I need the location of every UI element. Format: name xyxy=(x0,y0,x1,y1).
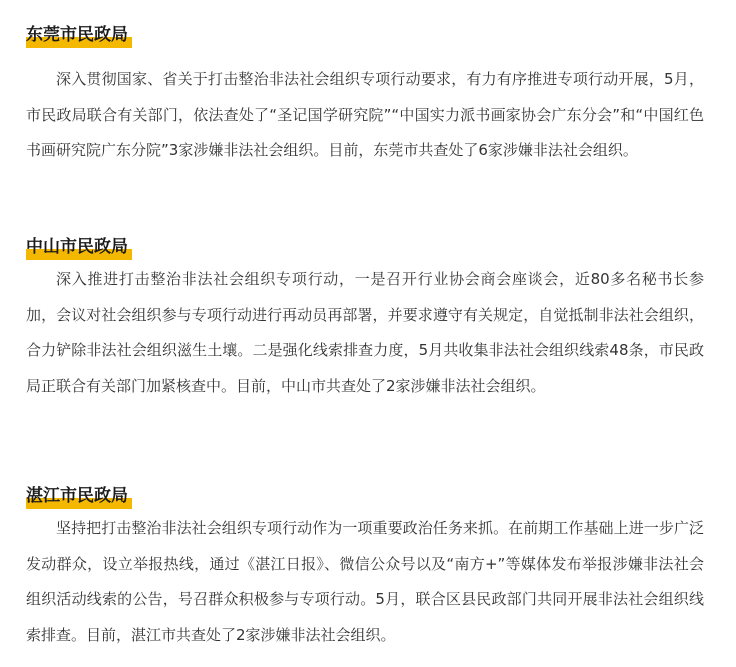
section-heading xyxy=(26,234,132,262)
section-heading xyxy=(26,483,132,511)
section-zhanjiang xyxy=(26,483,704,653)
heading-title: 东莞市民政局 xyxy=(26,25,128,45)
section-paragraph: 坚持把打击整治非法社会组织专项行动作为一项重要政治任务来抓。在前期工作基础上进一步广泛发动群众，设立举报热线，通过《湛江日报》、微信公众号以及“南方+”等媒体发布举报涉嫌非法社会组织活动线索的公告，号召群众积极参与专项行动。5月，联合区县民政部门共同开展非法社会组织线索排查。目前，湛江市共查处了2家涉嫌非法社会组织。 xyxy=(26,519,704,644)
heading-title: 中山市民政局 xyxy=(26,237,128,257)
section-paragraph: 深入贯彻国家、省关于打击整治非法社会组织专项行动要求，有力有序推进专项行动开展，5月，市民政局联合有关部门，依法查处了“圣记国学研究院”“中国实力派书画家协会广东分会”和“中国红色书画研究院广东分院”3家涉嫌非法社会组织。目前，东莞市共查处了6家涉嫌非法社会组织。 xyxy=(26,70,704,159)
section-heading xyxy=(26,22,132,50)
section-paragraph: 深入推进打击整治非法社会组织专项行动，一是召开行业协会商会座谈会，近80多名秘书长参加，会议对社会组织参与专项行动进行再动员再部署，并要求遵守有关规定，自觉抵制非法社会组织，合力铲除非法社会组织滋生土壤。二是强化线索排查力度，5月共收集非法社会组织线索48条，市民政局正联合有关部门加紧核查中。目前，中山市共查处了2家涉嫌非法社会组织。 xyxy=(26,270,704,395)
section-zhongshan xyxy=(26,234,704,404)
heading-title: 湛江市民政局 xyxy=(26,486,128,506)
section-dongguan xyxy=(26,22,704,169)
